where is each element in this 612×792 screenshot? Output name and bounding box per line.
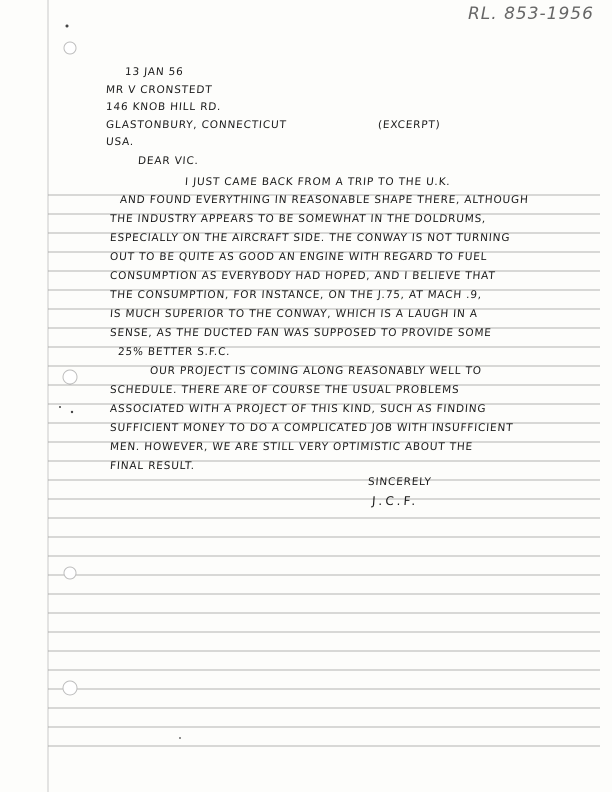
paragraph-1-line: THE CONSUMPTION, FOR INSTANCE, ON THE J.75, AT MACH .9, [109, 289, 483, 301]
letter-date: 13 JAN 56 [124, 66, 184, 78]
archive-reference: RL. 853-1956 [468, 4, 594, 24]
paragraph-1-line: OUT TO BE QUITE AS GOOD AN ENGINE WITH REGARD TO FUEL [109, 251, 488, 263]
paragraph-2-line: ASSOCIATED WITH A PROJECT OF THIS KIND, SUCH AS FINDING [109, 403, 487, 415]
paragraph-1-line: CONSUMPTION AS EVERYBODY HAD HOPED, AND I BELIEVE THAT [109, 270, 496, 282]
paragraph-2-line: SUFFICIENT MONEY TO DO A COMPLICATED JOB WITH INSUFFICIENT [109, 422, 514, 434]
recipient-street: 146 KNOB HILL RD. [105, 101, 222, 113]
closing: SINCERELY [367, 476, 433, 488]
signature: J.C.F. [371, 494, 419, 508]
recipient-country: USA. [105, 136, 135, 148]
salutation: DEAR VIC. [137, 155, 200, 167]
paragraph-1-line: THE INDUSTRY APPEARS TO BE SOMEWHAT IN THE DOLDRUMS, [109, 213, 487, 225]
paragraph-1-line: IS MUCH SUPERIOR TO THE CONWAY, WHICH IS A LAUGH IN A [109, 308, 479, 320]
paragraph-1-line: I JUST CAME BACK FROM A TRIP TO THE U.K. [184, 176, 451, 188]
paragraph-2-line: MEN. HOWEVER, WE ARE STILL VERY OPTIMISTIC ABOUT THE [109, 441, 474, 453]
paragraph-2-line: OUR PROJECT IS COMING ALONG REASONABLY WELL TO [149, 365, 483, 377]
paragraph-1-line: ESPECIALLY ON THE AIRCRAFT SIDE. THE CONWAY IS NOT TURNING [109, 232, 511, 244]
excerpt-note: (EXCERPT) [377, 119, 441, 131]
recipient-name: MR V CRONSTEDT [105, 84, 213, 96]
paragraph-1-line: AND FOUND EVERYTHING IN REASONABLE SHAPE THERE, ALTHOUGH [119, 194, 530, 206]
paragraph-1-line: 25% BETTER S.F.C. [117, 346, 231, 358]
recipient-city: GLASTONBURY, CONNECTICUT [105, 119, 288, 131]
paragraph-2-line: FINAL RESULT. [109, 460, 196, 472]
paragraph-2-line: SCHEDULE. THERE ARE OF COURSE THE USUAL PROBLEMS [109, 384, 460, 396]
paragraph-1-line: SENSE, AS THE DUCTED FAN WAS SUPPOSED TO PROVIDE SOME [109, 327, 493, 339]
